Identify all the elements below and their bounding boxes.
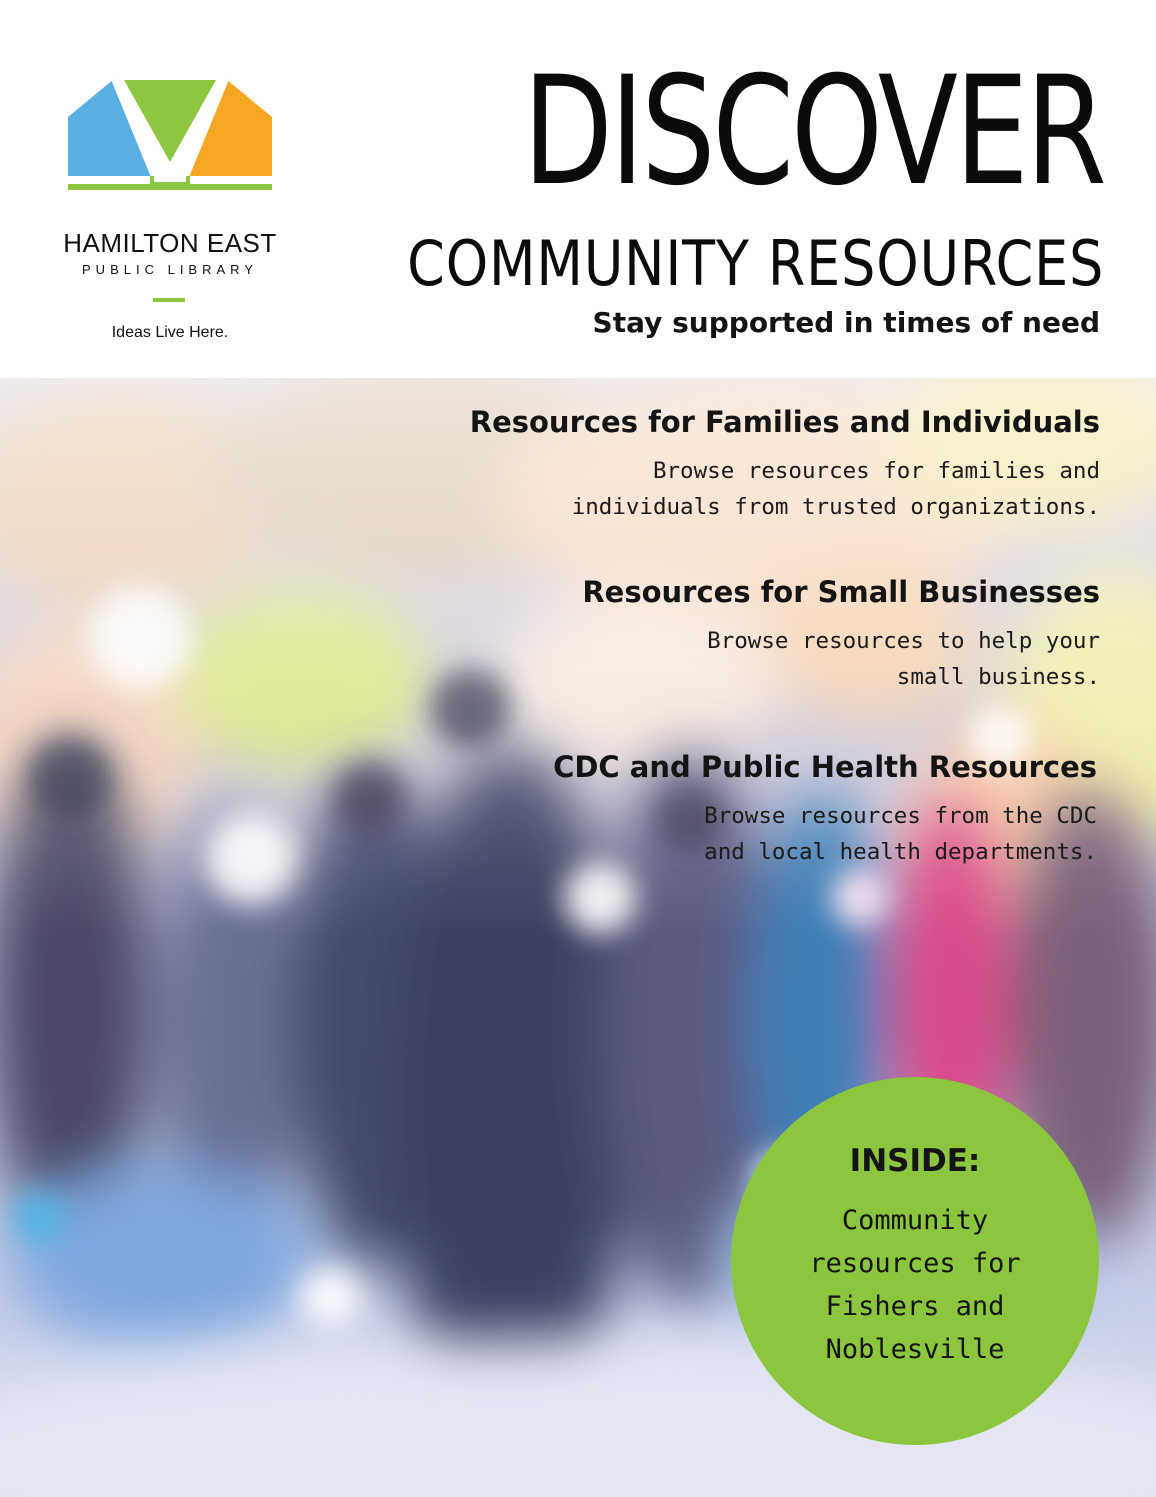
header (0, 0, 1156, 378)
resource-title: CDC and Public Health Resources (553, 750, 1097, 784)
badge-title: INSIDE: (849, 1143, 981, 1179)
resource-item (397, 748, 1097, 870)
resource-item (400, 573, 1100, 695)
resource-description: Browse resources for families and individuals from trusted organizations. (571, 458, 1100, 520)
inside-badge (731, 1077, 1099, 1445)
page-tagline: Stay supported in times of need (592, 306, 1100, 339)
resource-description: Browse resources from the CDC and local health departments. (704, 803, 1097, 865)
logo-tagline: Ideas Live Here. (111, 324, 229, 341)
resource-description: Browse resources to help your small business. (707, 628, 1100, 690)
resource-title: Resources for Small Businesses (582, 575, 1100, 609)
page-title: DISCOVER (523, 45, 1104, 219)
library-house-icon (66, 66, 274, 196)
resource-item (400, 403, 1100, 525)
logo-divider (153, 298, 185, 302)
logo-name: HAMILTON EAST (63, 228, 277, 258)
page-subtitle: COMMUNITY RESOURCES (406, 227, 1104, 300)
resource-title: Resources for Families and Individuals (469, 405, 1100, 439)
library-logo (40, 66, 300, 356)
logo-subtitle: PUBLIC LIBRARY (82, 262, 258, 277)
badge-text: Community resources for Fishers and Noblesville (809, 1205, 1021, 1365)
